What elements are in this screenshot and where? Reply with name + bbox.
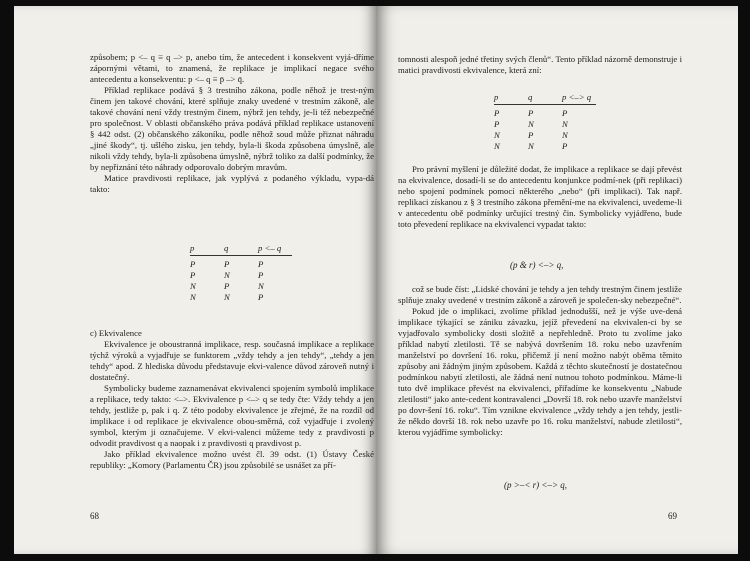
right-text-middle bbox=[398, 164, 682, 230]
table-cell: P bbox=[494, 108, 500, 118]
table-cell: N bbox=[494, 130, 500, 140]
table-cell: P bbox=[494, 119, 500, 129]
table-cell: P bbox=[528, 130, 534, 140]
table-cell: P bbox=[190, 259, 196, 269]
table-cell: N bbox=[562, 130, 568, 140]
table-cell: P bbox=[562, 141, 568, 151]
replication-truth-table bbox=[190, 243, 292, 303]
table-cell: P bbox=[258, 270, 264, 280]
right-text-top bbox=[398, 54, 682, 76]
table-cell: N bbox=[528, 119, 534, 129]
right-text-bottom bbox=[398, 284, 682, 438]
table-header: q bbox=[224, 243, 258, 256]
table-cell: N bbox=[528, 141, 534, 151]
formula: (p >–< r) <–> q, bbox=[504, 480, 568, 490]
formula: (p & r) <–> q, bbox=[510, 260, 564, 270]
table-header: p bbox=[494, 92, 528, 105]
table-header: p bbox=[190, 243, 224, 256]
table-cell: N bbox=[494, 141, 500, 151]
table-cell: N bbox=[224, 270, 230, 280]
paragraph: Matice pravdivosti replikace, jak vyplývá z podaného výkladu, vypa-dá takto: bbox=[90, 173, 374, 194]
left-text-top bbox=[90, 52, 374, 195]
page-number: 69 bbox=[668, 511, 677, 521]
table-cell: P bbox=[258, 292, 264, 302]
table-cell: P bbox=[224, 281, 230, 291]
table-cell: P bbox=[562, 108, 568, 118]
paragraph: způsobem; p <– q ≡ q –> p, anebo tím, že antecedent i konsekvent vyjá-dříme zápornými větami, to znamená, že replikace je implikací negace svého antecedentu a konsekventu: p <– q ≡ p̄ –> q̄. bbox=[90, 52, 374, 84]
table-header: p <–> q bbox=[562, 92, 596, 105]
left-text-bottom bbox=[90, 328, 374, 471]
paragraph: tomnosti alespoň jedné třetiny svých členů“. Tento příklad názorně demonstruje i matici pravdivosti ekvivalence, která zní: bbox=[398, 54, 682, 75]
section-heading: c) Ekvivalence bbox=[90, 328, 142, 338]
paragraph: Příklad replikace podává § 3 trestního zákona, podle něhož je trest-ným činem jen takové chování, které splňuje znaky uvedené v trestním zákoně, ale takové chování není vždy trestným činem, nýbrž jen tehdy, je-li též nebezpečné pro společnost. V oblasti občanského práva podává příklad replikace ustanovení § 442 odst. (2) občanského zákoníku, podle něhož soud může přiznat náhradu „jiné škody“, tj. ušlého zisku, jen tehdy, byla-li škoda způsobena úmyslně, ale nikoli vždy tehdy, byla-li způsobena úmyslně, nýbrž toliko za další podmínky, že by nepřiznání této náhrady odporovalo dobrým mravům. bbox=[90, 85, 374, 172]
table-cell: P bbox=[190, 270, 196, 280]
table-cell: N bbox=[258, 281, 264, 291]
table-cell: N bbox=[224, 292, 230, 302]
paragraph: Symbolicky budeme zaznamenávat ekvivalenci spojením symbolů implikace a replikace, tedy takto: <–>. Ekvivalence p <–> q se tedy čte: Vždy tehdy a jen tehdy, jestliže p, pak i q. Z této podoby ekvivalence je zřejmé, že na rozdíl od implikace i od replikace je ekvivalence obou-směrná, což vyjadřuje i zvolený symbol, kterým ji označujeme. V ekvi-valenci můžeme tedy z pravdivosti p odvodit pravdivost q a naopak i z pravdivosti q pravdivost p. bbox=[90, 383, 374, 448]
table-header: p <– q bbox=[258, 243, 292, 256]
right-page bbox=[376, 6, 738, 554]
table-cell: N bbox=[190, 281, 196, 291]
left-page bbox=[14, 6, 376, 554]
paragraph: Pokud jde o implikaci, zvolíme příklad jednodušší, než je výše uve-dená implikace týkající se zániku závazku, jejíž převedení na ekvivalen-ci by se vyjadřovalo symbolicky dosti složitě a nepřehledně. Proto tu zvolíme jako příklad nabytí zletilosti. Tě se nabývá dovršením 18. roku nebo uzavřením manželství po dovršení 16. roku, přičemž jí není možno nabýt oběma těmito způsoby ani žádným jiným způsobem. Každá z těchto skutečností je dostatečnou podmínkou nabytí zletilosti, ale žádná není nutnou tohoto podmínkou. Máme-li tuto dvě implikace převést na ekvivalenci, přiřadíme ke konsekventu „Nabude zletilosti“ jako ante-cedent kontravalenci „Dovrší 18. rok nebo uzavře manželství po dovr-šení 16. roku“. Tím vznikne ekvivalence „vždy tehdy a jen tehdy, jestli-že někdo dovrší 18. rok nebo uzavře po 16. roku manželství, nabude zletilosti“, kterou vyjádříme symbolicky: bbox=[398, 306, 682, 437]
paragraph: Pro právní myšlení je důležité dodat, že implikace a replikace se dají převést na ekvivalence, dosadí-li se do antecedentu konjunkce podmí-nek (při replikaci) nebo spojení podmínek pomocí některého „nebo“ (při implikaci). Tak např. replikaci získanou z § 3 trestního zákona přemění-me na ekvivalenci, uvedeme-li v antecedentu obě podmínky určující trestný čin. Symbolicky vyjádřeno, bude toto převedení replikace na ekvivalenci vypadat takto: bbox=[398, 164, 682, 229]
paragraph: Ekvivalence je oboustranná implikace, resp. současná implikace a replikace týchž výroků a vyjadřuje se funktorem „vždy tehdy a jen tehdy“, „tehdy a jen tehdy“ apod. Z hlediska důvodu představuje ekvi-valence důvod zároveň nutný i dostatečný. bbox=[90, 339, 374, 382]
table-cell: P bbox=[528, 108, 534, 118]
table-header: q bbox=[528, 92, 562, 105]
page-number: 68 bbox=[90, 511, 99, 521]
paragraph: Jako příklad ekvivalence možno uvést čl. 39 odst. (1) Ústavy České republiky: „Komory (Parlamentu ČR) jsou způsobilé se usnášet za pří- bbox=[90, 449, 374, 470]
table-cell: N bbox=[190, 292, 196, 302]
table-cell: N bbox=[562, 119, 568, 129]
table-cell: P bbox=[258, 259, 264, 269]
equivalence-truth-table bbox=[494, 92, 596, 152]
table-cell: P bbox=[224, 259, 230, 269]
paragraph: což se bude číst: „Lidské chování je tehdy a jen tehdy trestným činem jestliže splňuje znaky uvedené v trestním zákoně a zároveň je společen-sky nebezpečné“. bbox=[398, 284, 682, 305]
